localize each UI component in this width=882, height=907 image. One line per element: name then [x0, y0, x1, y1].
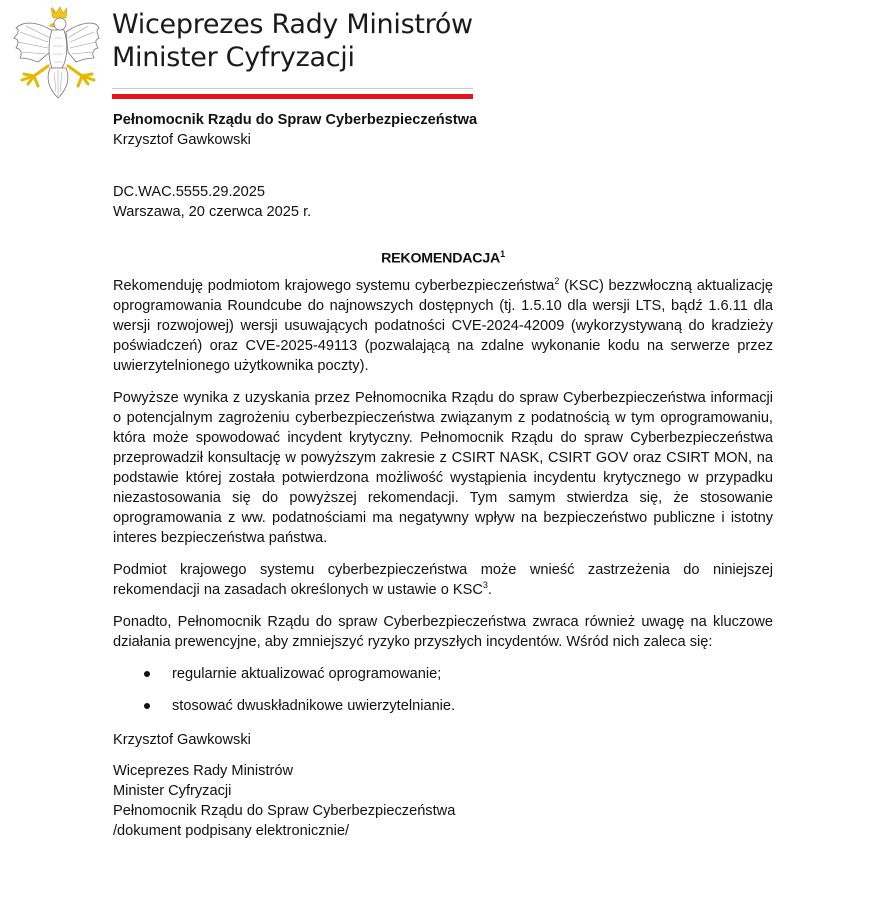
paragraph-text: (KSC) bezzwłoczną aktualizację oprogramowania Roundcube do najnowszych dostępnych (tj. 1.5.10 dla wersji LTS, bądź 1.6.11 dla wersji rozwojowej) wersji usuwających podatności CVE-2024-42009 (wykorzystywaną do kradzieży poświadczeń) oraz CVE-2025-49113 (pozwalającą na zdalne wykonanie kodu na serwerze przez uwierzytelnionego użytkownika poczty).	[113, 277, 773, 374]
reference-block	[113, 182, 773, 222]
place-date: Warszawa, 20 czerwca 2025 r.	[113, 204, 312, 220]
signature-line: Pełnomocnik Rządu do Spraw Cyberbezpieczeństwa	[113, 802, 456, 819]
document-title	[113, 244, 773, 269]
sender-title: Pełnomocnik Rządu do Spraw Cyberbezpieczeństwa	[113, 112, 478, 128]
recommendations-list	[113, 664, 773, 716]
header-red-divider	[112, 94, 473, 99]
paragraph-text: Podmiot krajowego systemu cyberbezpieczeństwa może wnieść zastrzeżenia do niniejszej rekomendacji na zasadach określonych w ustawie o KSC	[113, 561, 773, 598]
header-gray-divider	[112, 88, 473, 89]
paragraph-recommendation	[113, 276, 773, 376]
signature-line: /dokument podpisany elektronicznie/	[113, 822, 350, 839]
footnote-ref-1[interactable]: 1	[500, 249, 505, 259]
paragraph-text: Rekomenduję podmiotom krajowego systemu cyberbezpieczeństwa	[113, 277, 555, 294]
ministry-header-title	[112, 8, 473, 74]
footnote-ref-2[interactable]: 2	[554, 275, 560, 286]
list-item-text: regularnie aktualizować oprogramowanie;	[172, 665, 442, 682]
paragraph-text: Powyższe wynika z uzyskania przez Pełnomocnika Rządu do spraw Cyberbezpieczeństwa informacji o potencjalnym zagrożeniu cyberbezpieczeństwa związanym z podatnością w tym oprogramowaniu, która może spowodować incydent krytyczny. Pełnomocnik Rządu do spraw Cyberbezpieczeństwa przeprowadził konsultację w powyższym zakresie z CSIRT NASK, CSIRT GOV oraz CSIRT MON, na podstawie której została potwierdzona możliwość wystąpienia incydentu krytycznego w przypadku niezastosowania się do powyższej rekomendacji. Tym samym stwierdza się, że stosowanie oprogramowania z ww. podatnościami ma negatywny wpływ na bezpieczeństwo publiczne i istotny interes bezpieczeństwa państwa.	[113, 389, 773, 546]
document-title-text: REKOMENDACJA	[381, 250, 501, 267]
paragraph-text: Ponadto, Pełnomocnik Rządu do spraw Cyberbezpieczeństwa zwraca również uwagę na kluczowe działania prewencyjne, aby zmniejszyć ryzyko przyszłych incydentów. Wśród nich zaleca się:	[113, 613, 773, 650]
header-title-line-1: Wiceprezes Rady Ministrów	[112, 9, 473, 40]
header-title-line-2: Minister Cyfryzacji	[112, 42, 355, 73]
sender-block	[113, 110, 773, 150]
paragraph-objections	[113, 560, 773, 600]
document-body	[113, 110, 773, 841]
signature-block	[113, 761, 773, 841]
list-item	[113, 664, 773, 684]
reference-number: DC.WAC.5555.29.2025	[113, 184, 265, 200]
bullet-icon	[144, 703, 150, 709]
footnote-ref-3[interactable]: 3	[482, 579, 488, 590]
list-item-text: stosować dwuskładnikowe uwierzytelnianie.	[172, 697, 456, 714]
paragraph-justification	[113, 388, 773, 548]
signer-name: Krzysztof Gawkowski	[113, 731, 251, 748]
bullet-icon	[144, 671, 150, 677]
polish-eagle-emblem-icon	[10, 2, 100, 100]
signature-line: Minister Cyfryzacji	[113, 782, 232, 799]
paragraph-text: .	[487, 581, 492, 598]
list-item	[113, 696, 773, 716]
signature-line: Wiceprezes Rady Ministrów	[113, 762, 294, 779]
sender-name: Krzysztof Gawkowski	[113, 132, 251, 148]
paragraph-preventive-actions	[113, 612, 773, 652]
